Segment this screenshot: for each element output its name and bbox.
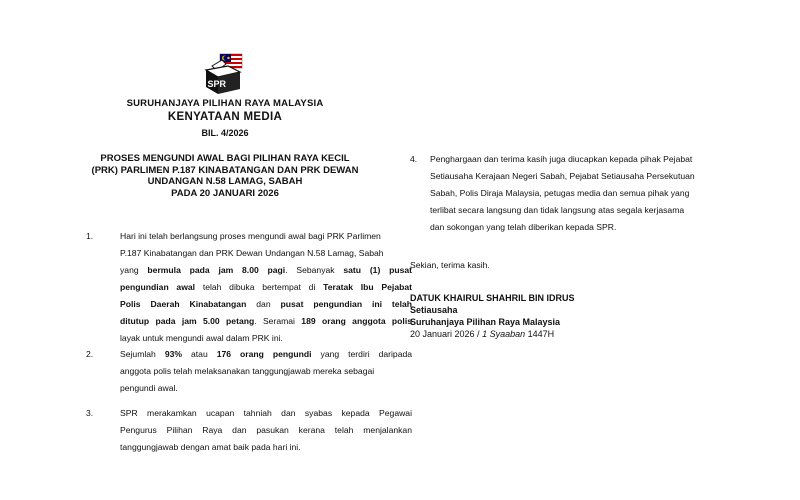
paragraph-line: anggota polis telah melaksanakan tanggungjawab mereka sebagai — [120, 366, 375, 376]
signature-block — [410, 292, 575, 340]
document-number: BIL. 4/2026 — [201, 128, 249, 138]
signatory-name: DATUK KHAIRUL SHAHRIL BIN IDRUS — [410, 293, 575, 303]
paragraph-number: 2. — [86, 349, 94, 359]
subject-line: PADA 20 JANUARI 2026 — [171, 187, 279, 199]
logo-text: SPR — [207, 79, 227, 89]
paragraph-line: P.187 Kinabatangan dan PRK Dewan Undangan N.58 Lamag, Sabah — [120, 248, 384, 258]
closing-remark: Sekian, terima kasih. — [410, 260, 490, 270]
paragraph-line: Hari ini telah berlangsung proses mengundi awal bagi PRK Parlimen — [120, 231, 381, 241]
paragraph-number: 1. — [86, 231, 94, 241]
paragraph-line: ditutup pada jam 5.00 petang. Seramai 189 orang anggota polis — [120, 316, 412, 326]
paragraph-line: Sabah, Polis Diraja Malaysia, petugas media dan semua pihak yang — [430, 188, 690, 198]
signatory-organization: Suruhanjaya Pilihan Raya Malaysia — [410, 317, 561, 327]
paragraph-line: tanggungjawab dengan amat baik pada hari ini. — [120, 442, 301, 452]
paragraph-1 — [86, 228, 416, 343]
paragraph-number: 4. — [410, 154, 418, 164]
paragraph-3 — [86, 405, 416, 455]
paragraph-line: yang bermula pada jam 8.00 pagi. Sebanyak satu (1) pusat — [120, 265, 413, 275]
paragraph-line: layak untuk mengundi awal dalam PRK ini. — [120, 333, 283, 343]
paragraph-line: pengundian awal telah dibuka bertempat di Teratak Ibu Pejabat — [120, 282, 412, 292]
paragraph-line: pengundi awal. — [120, 383, 178, 393]
paragraph-line: SPR merakamkan ucapan tahniah dan syabas kepada Pegawai — [120, 408, 412, 418]
paragraph-2 — [86, 346, 416, 396]
paragraph-number: 3. — [86, 408, 94, 418]
document-title: KENYATAAN MEDIA — [167, 111, 283, 123]
paragraph-line: Sejumlah 93% atau 176 orang pengundi yang terdiri daripada — [120, 349, 413, 359]
subject-heading — [60, 153, 390, 199]
subject-line: (PRK) PARLIMEN P.187 KINABATANGAN DAN PRK DEWAN — [91, 164, 359, 176]
subject-line: UNDANGAN N.58 LAMAG, SABAH — [147, 176, 303, 187]
signatory-position: Setiausaha — [410, 305, 458, 315]
subject-line: PROSES MENGUNDI AWAL BAGI PILIHAN RAYA KECIL — [100, 153, 350, 164]
paragraph-line: dan sokongan yang telah diberikan kepada SPR. — [430, 222, 617, 232]
paragraph-line: Penghargaan dan terima kasih juga diucapkan kepada pihak Pejabat — [430, 154, 693, 164]
paragraph-line: Polis Daerah Kinabatangan dan pusat pengundian ini telah — [120, 299, 412, 309]
paragraph-line: Setiausaha Kerajaan Negeri Sabah, Pejabat Setiausaha Persekutuan — [430, 171, 695, 181]
organization-name: SURUHANJAYA PILIHAN RAYA MALAYSIA — [126, 98, 324, 109]
paragraph-line: terlibat secara langsung dan tidak langsung atas segala kerjasama — [430, 205, 685, 215]
spr-logo-icon — [198, 52, 248, 96]
paragraph-line: Pengurus Pilihan Raya dan pasukan kerana telah menjalankan — [120, 425, 412, 435]
signature-date: 20 Januari 2026 / 1 Syaaban 1447H — [410, 329, 555, 339]
paragraph-4 — [410, 151, 770, 243]
